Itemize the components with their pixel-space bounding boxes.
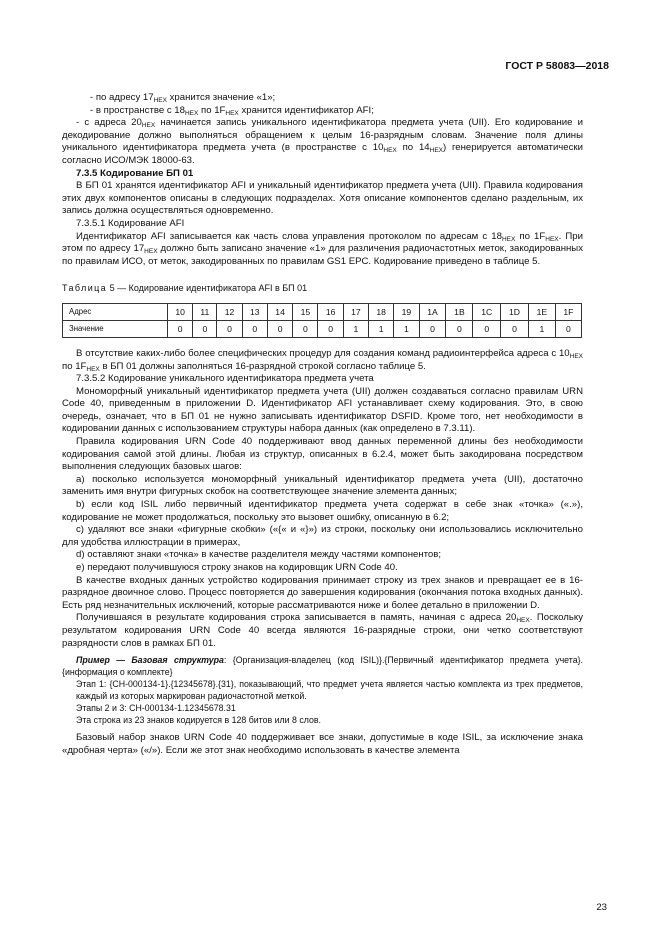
table-cell: 0: [293, 320, 318, 337]
table-cell: 1: [394, 320, 419, 337]
table-cell: 0: [446, 320, 473, 337]
example-line: Этап 1: {CH-000134-1}.{12345678}.{31}, показывающий, что предмет учета является частью комплекта из трех предметов, каждый из которых маркирован радиочастотной меткой.: [76, 679, 583, 702]
table-cell: 0: [501, 320, 529, 337]
table-cell: 18: [369, 303, 394, 320]
table-cell: 12: [217, 303, 242, 320]
list-item: d) оставляют знаки «точка» в качестве разделителя между частями компонентов;: [76, 549, 442, 561]
table-cell: 10: [168, 303, 193, 320]
list-item: e) передают получившуюся строку знаков на кодировщик URN Code 40.: [76, 562, 398, 573]
paragraph: В БП 01 хранятся идентификатор AFI и уникальный идентификатор предмета учета (UII). Правила кодирования этих двух компонентов описаны в следующих подразделах. Хотя описание компонентов сделано раздельным, их запись должна осуществляться одновременно.: [62, 180, 583, 217]
row-label: Адрес: [63, 303, 168, 320]
table-cell: 1: [528, 320, 555, 337]
table-cell: 1D: [501, 303, 529, 320]
table-cell: 0: [473, 320, 501, 337]
table-cell: 1E: [528, 303, 555, 320]
list-item: c) удаляют все знаки «фигурные скобки» («{« и «}») из строки, поскольку они использовались исключительно для удобства иллюстрации в примерах,: [62, 524, 583, 548]
table-row: [63, 320, 582, 337]
table-caption: Таблица 5 — Кодирование идентификатора AFI в БП 01: [62, 283, 308, 294]
table-cell: 0: [168, 320, 193, 337]
table-cell: 1: [369, 320, 394, 337]
paragraph: Получившаяся в результате кодирования строка записывается в память, начиная с адреса $20_{HEX}$. Поскольку результатом кодирования URN Code 40 всегда являются 16-разрядные строки, они четко соответствуют разрядности слов в рамках БП 01.: [62, 612, 583, 649]
table-cell: 15: [293, 303, 318, 320]
table-cell: 0: [555, 320, 581, 337]
table-cell: 1F: [555, 303, 581, 320]
table-cell: 14: [267, 303, 292, 320]
table-cell: 13: [242, 303, 267, 320]
paragraph: Идентификатор AFI записывается как часть слова управления протоколом по адресам с $18_{HEX}$ по $1F_{HEX}$. При этом по адресу $17_{HEX}$ должно быть записано значение «1» для различения радиочастотных меток, закодированных по правилам ИСО, от меток, закодированных по правилам GS1 EPC. Кодирование приведено в таблице 5.: [62, 230, 583, 267]
list-item: - с адреса $20_{HEX}$ начинается запись уникального идентификатора предмета учета (UII). Его кодирование и декодирование должно выполняться обращением к целым 16-разрядным словам. Значение поля длины уникального идентификатора предмета учета (в пространстве с $10_{HEX}$ по $14_{HEX}$) генерируется автоматически согласно ИСО/МЭК 18000-63.: [62, 117, 583, 166]
page-number: 23: [596, 902, 607, 913]
row-label: Значение: [63, 320, 168, 337]
table-cell: 0: [419, 320, 446, 337]
table-cell: 1A: [419, 303, 446, 320]
table-cell: 0: [318, 320, 343, 337]
table-row: [63, 303, 582, 320]
section-heading: 7.3.5 Кодирование БП 01: [76, 167, 194, 179]
table-cell: 1B: [446, 303, 473, 320]
paragraph: В качестве входных данных устройство кодирования принимает строку из трех знаков и превращает ее в 16-разрядное двоичное слово. Процесс повторяется до завершения кодирования (окончания потока входных данных). Есть ряд незначительных исключений, которые рассматриваются ниже и более детально в приложении D.: [62, 574, 583, 611]
document-header: ГОСТ Р 58083—2018: [505, 60, 609, 72]
table-cell: 0: [217, 320, 242, 337]
table-cell: 11: [193, 303, 217, 320]
paragraph: В отсутствие каких-либо более специфических процедур для создания команд радиоинтерфейса адреса с $10_{HEX}$ по $1F_{HEX}$ в БП 01 должны заполняться 16-разрядной строкой согласно таблице 5.: [62, 347, 583, 373]
document-body: [62, 92, 583, 757]
table-cell: 1: [343, 320, 368, 337]
table-cell: 19: [394, 303, 419, 320]
table-cell: 0: [242, 320, 267, 337]
paragraph: Базовый набор знаков URN Code 40 поддерживает все знаки, допустимые в коде ISIL, за исключение знака «дробная черта» («/»). Если же этот знак необходимо использовать в качестве элемента: [62, 732, 583, 756]
list-item: - в пространстве с $18_{HEX}$ по $1F_{HEX}$ хранится идентификатор AFI;: [90, 104, 374, 117]
example-line: Эта строка из 23 знаков кодируется в 128 битов или 8 слов.: [76, 715, 321, 726]
list-item: a) посколько используется мономорфный уникальный идентификатор предмета учета (UII), достаточно заменить имя внутри фигурных скобок на соответствующее значение элемента данных;: [62, 473, 583, 498]
subsection-heading: 7.3.5.2 Кодирование уникального идентификатора предмета учета: [76, 373, 374, 385]
subsection-heading: 7.3.5.1 Кодирование AFI: [76, 217, 185, 229]
paragraph: Мономорфный уникальный идентификатор предмета учета (UII) должен создаваться согласно правилам URN Code 40, приведенным в приложении D. Идентификатор AFI устанавливает схему кодирования. Это, в свою очередь, означает, что в БП 01 не нужно записывать идентификатор DSFID. Кроме того, нет необходимости в кодировании данных с использованием структуры набора данных (как определено в 7.3.11).: [62, 385, 583, 435]
table-cell: 0: [193, 320, 217, 337]
example-line: Этапы 2 и 3: CH-000134-1.12345678.31: [76, 703, 236, 714]
afi-encoding-table: [62, 303, 582, 338]
example-block: [62, 654, 583, 726]
list-item: - по адресу $17_{HEX}$ хранится значение «1»;: [90, 92, 276, 104]
table-cell: 17: [343, 303, 368, 320]
table-cell: 16: [318, 303, 343, 320]
paragraph: Правила кодирования URN Code 40 поддерживают ввод данных переменной длины без необходимости кодирования самой этой длины. Любая из структур, описанных в 6.2.4, может быть закодирована посредством выполнения следующих базовых шагов:: [62, 436, 583, 473]
example-line: Пример — Базовая структура: {Организация-владелец (код ISIL)}.{Первичный идентификатор предмета учета}.{информация о комплекте}: [62, 655, 583, 678]
table-cell: 1C: [473, 303, 501, 320]
list-item: b) если код ISIL либо первичный идентификатор предмета учета содержат в себе знак «точка» («.»), кодирование не может продолжаться, поскольку это вызовет ошибку, описанную в 6.2;: [62, 499, 583, 523]
table-cell: 0: [267, 320, 292, 337]
